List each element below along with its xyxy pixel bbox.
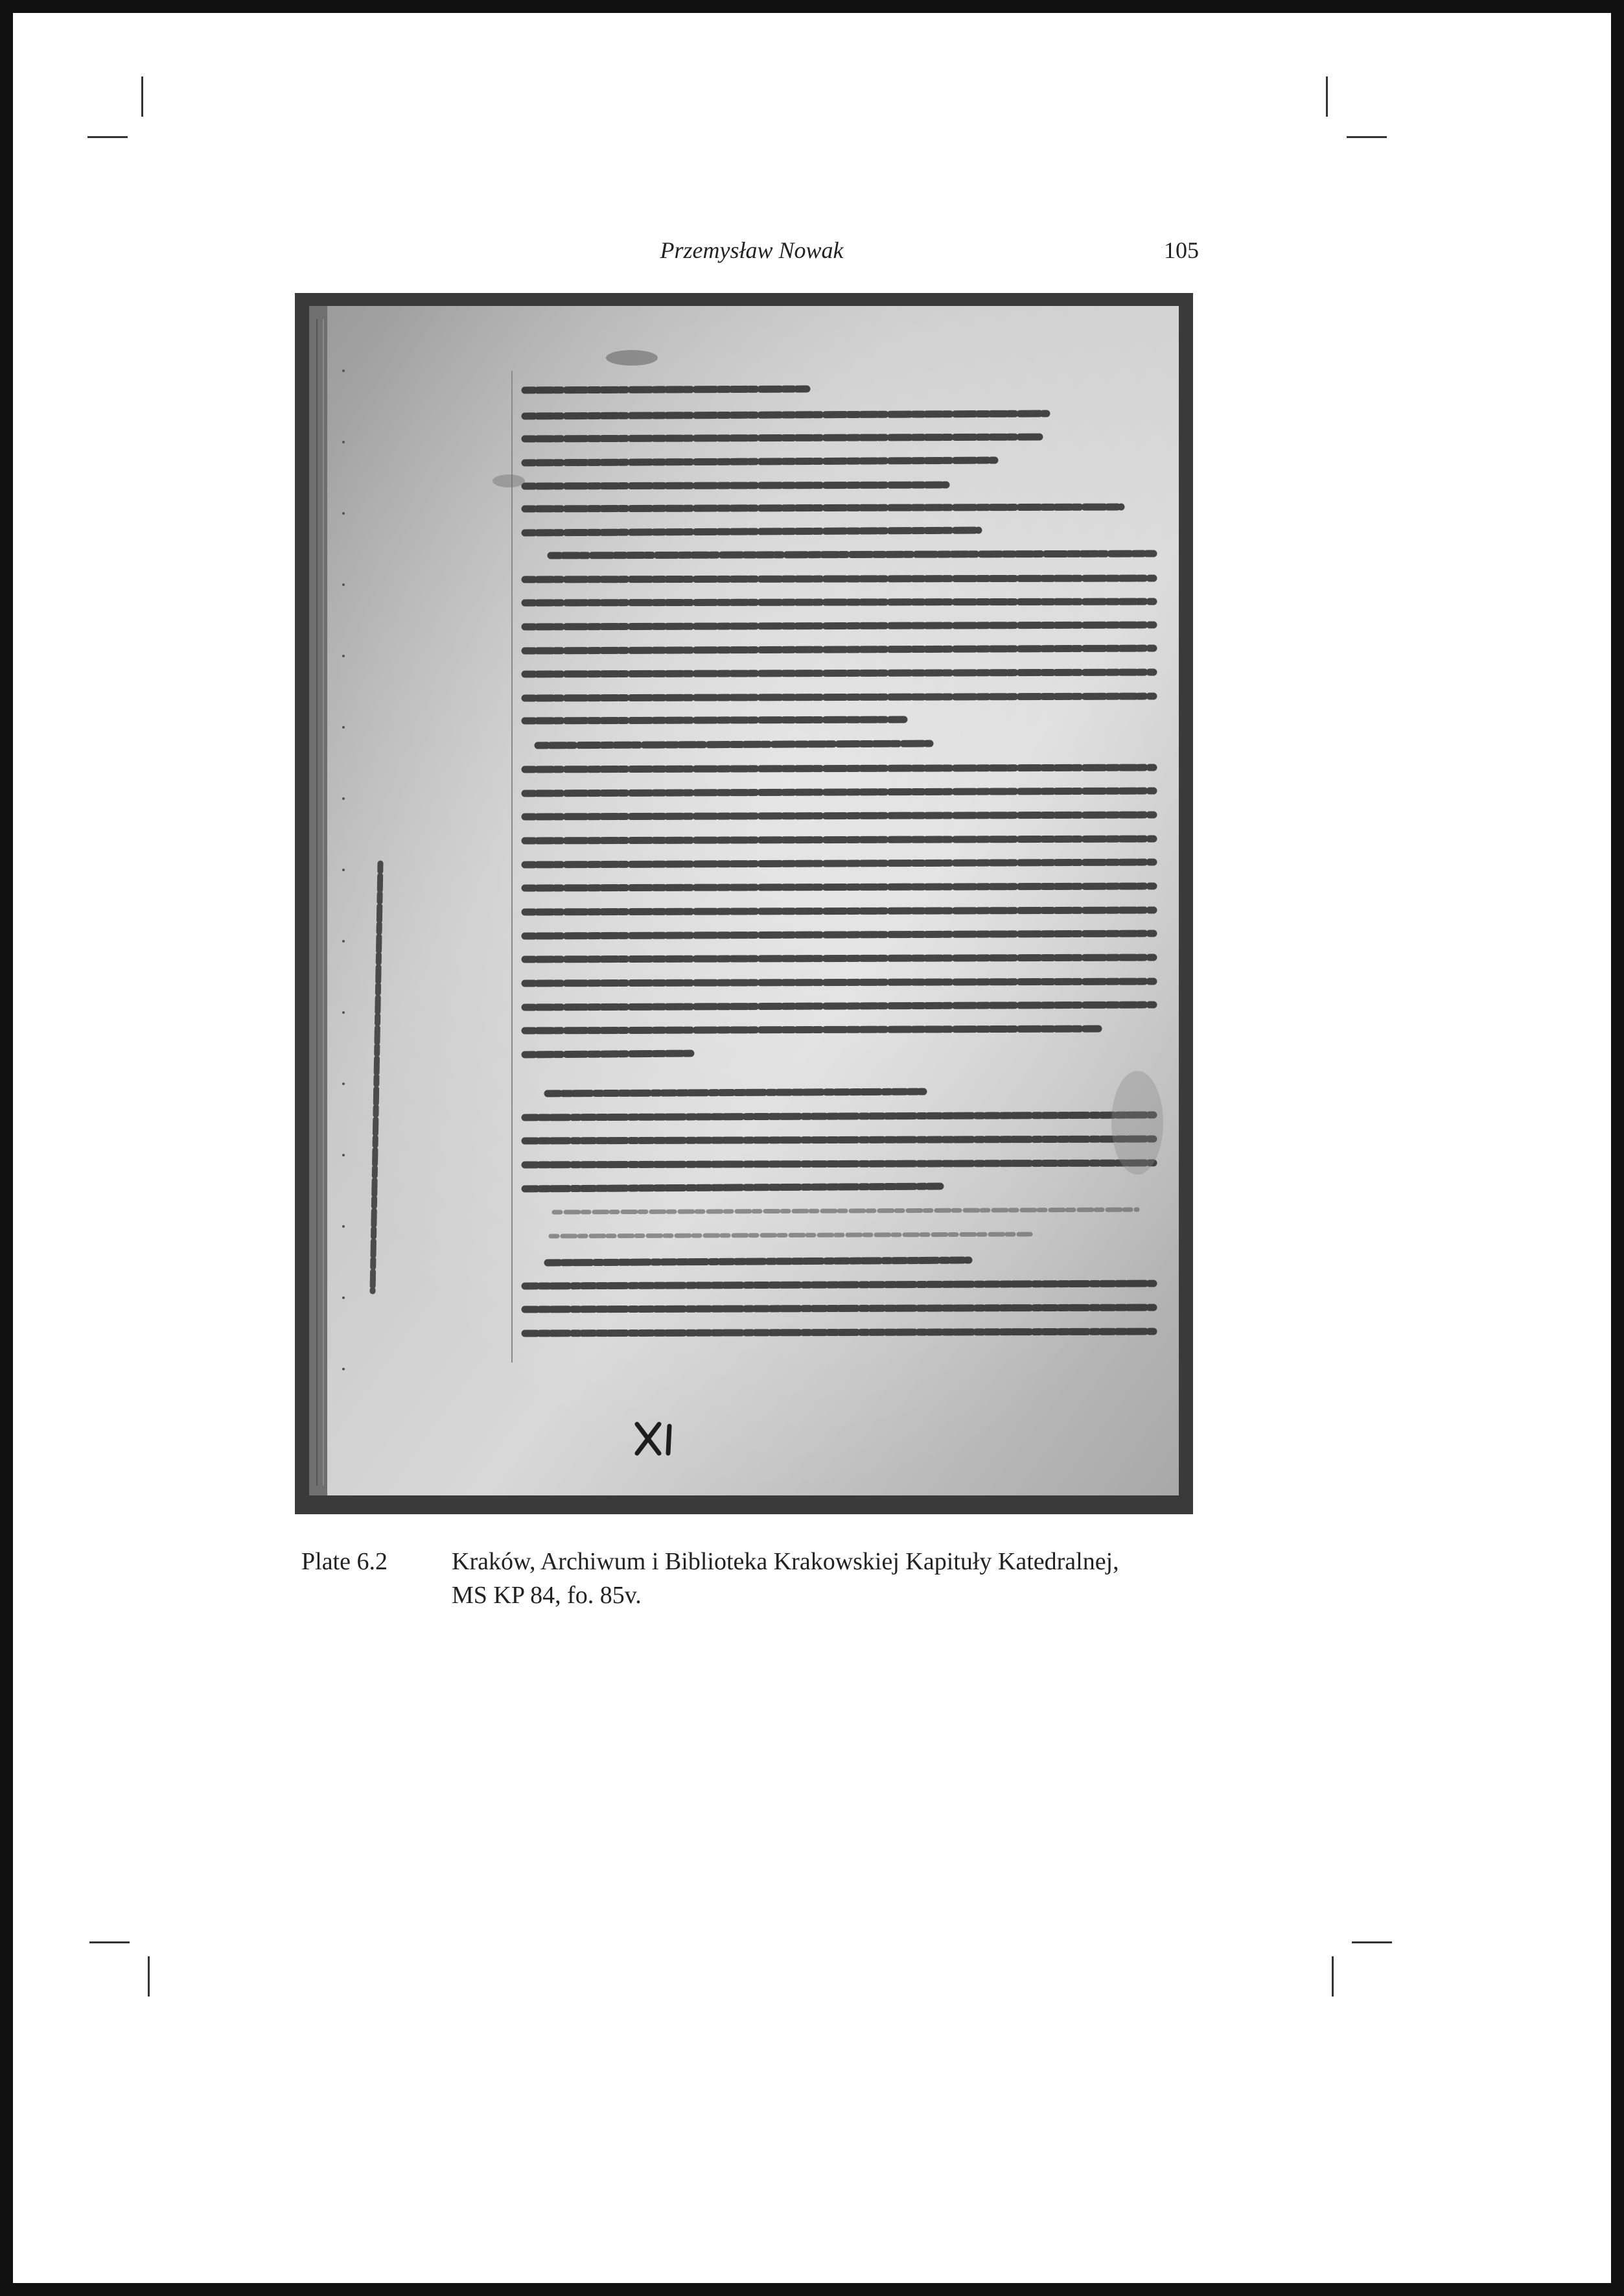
plate-label: Plate 6.2 [301, 1548, 388, 1575]
crop-mark [1352, 1941, 1392, 1943]
manuscript-plate [295, 293, 1193, 1514]
crop-mark [89, 1941, 130, 1943]
crop-mark [148, 1956, 150, 1997]
crop-mark [1326, 76, 1328, 117]
crop-mark [1332, 1956, 1334, 1997]
caption-line-2: MS KP 84, fo. 85v. [452, 1582, 642, 1609]
caption-line-1: Kraków, Archiwum i Biblioteka Krakowskiej Kapituły Katedralnej, [452, 1548, 1119, 1575]
plate-caption-text [452, 1545, 1203, 1612]
page-number: 105 [1164, 237, 1199, 263]
manuscript-photo-icon [295, 293, 1193, 1514]
crop-mark [141, 76, 143, 117]
crop-mark [87, 136, 128, 138]
running-head [305, 237, 1199, 275]
running-head-author: Przemysław Nowak [660, 237, 844, 263]
crop-mark [1347, 136, 1387, 138]
